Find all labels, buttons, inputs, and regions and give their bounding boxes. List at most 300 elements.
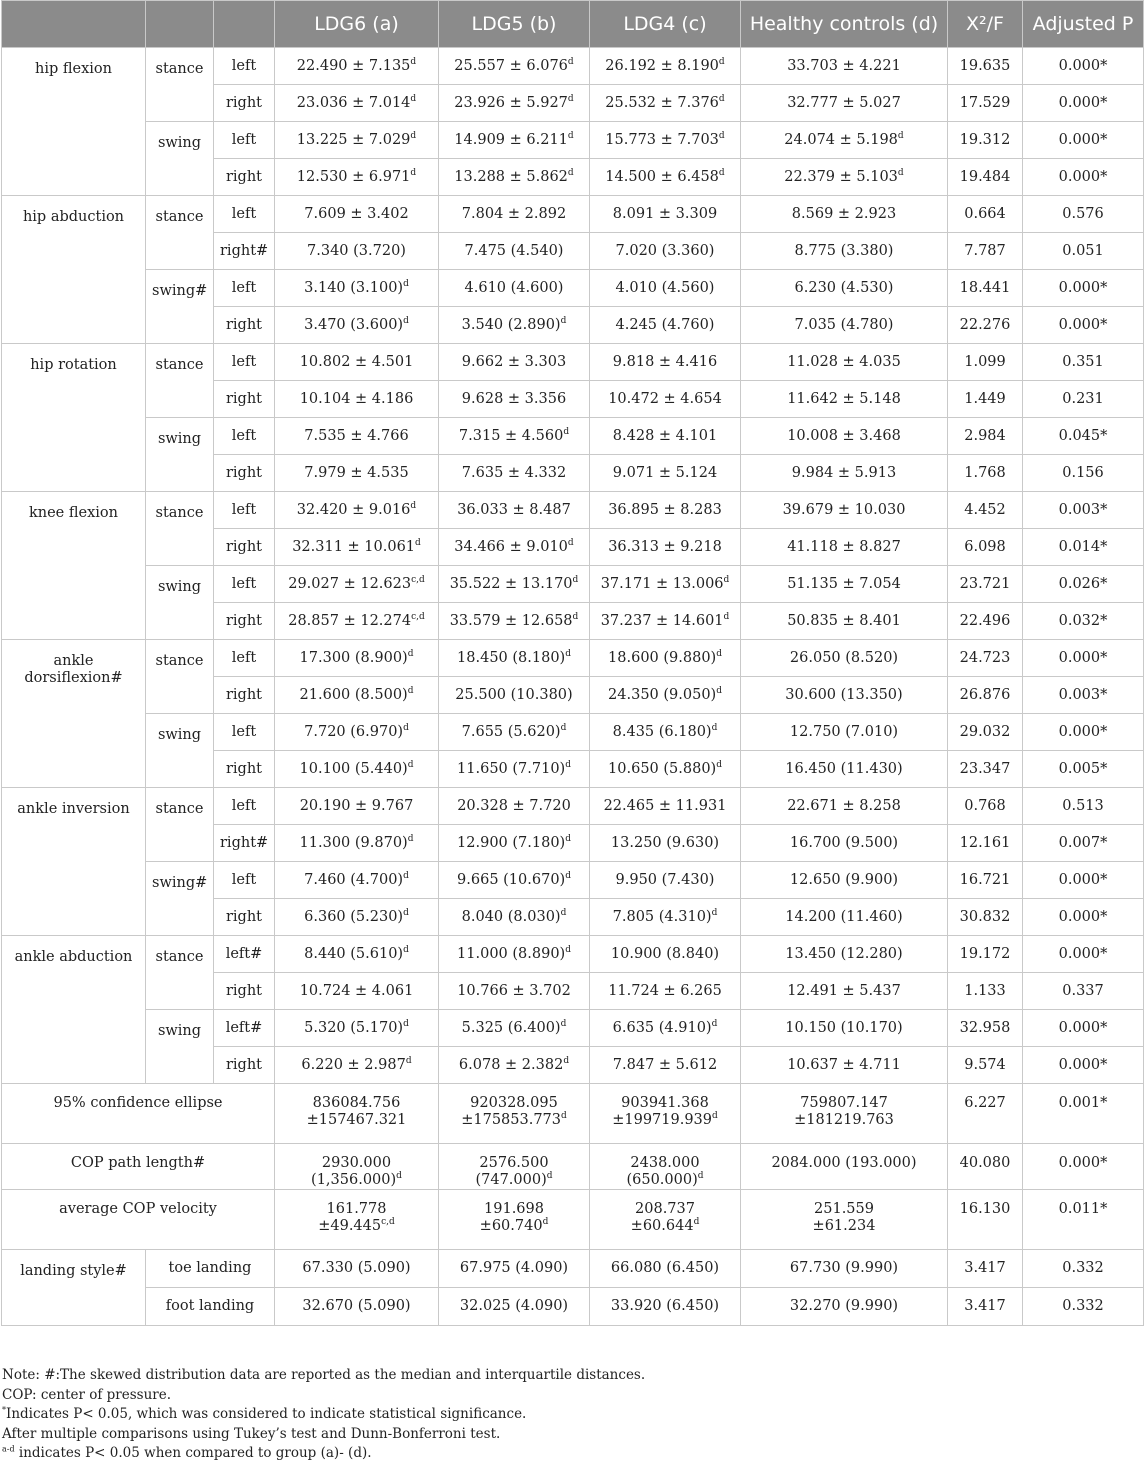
- summary-value-line2: ±61.234: [812, 1218, 876, 1234]
- value-cell-c-value: 15.773 ± 7.703: [605, 131, 719, 148]
- adjusted-p-cell: 0.003*: [1023, 677, 1144, 714]
- value-cell-b: [439, 307, 590, 344]
- value-cell-b-sup: d: [567, 130, 574, 141]
- summary-value-sup: d: [693, 1217, 700, 1228]
- statistic-cell: 26.876: [948, 677, 1023, 714]
- statistic-cell: 6.227: [948, 1084, 1023, 1144]
- value-cell-d-value: 24.074 ± 5.198: [784, 131, 898, 148]
- table-row: [2, 122, 1144, 159]
- value-cell-a-sup: d: [403, 870, 409, 881]
- value-cell-c-value: 26.192 ± 8.190: [605, 57, 719, 74]
- value-cell-d: [741, 1010, 948, 1047]
- adjusted-p-cell: 0.000*: [1023, 85, 1144, 122]
- value-cell-b-value: 23.926 ± 5.927: [454, 94, 568, 111]
- phase-label: stance: [146, 196, 214, 270]
- value-cell-b-sup: d: [572, 574, 579, 585]
- statistic-cell: 29.032: [948, 714, 1023, 751]
- phase-label: stance: [146, 788, 214, 862]
- value-cell-b-sup: d: [565, 870, 571, 881]
- note-groups-text: indicates P< 0.05 when compared to group (a)- (d).: [14, 1445, 372, 1461]
- adjusted-p-cell: 0.000*: [1023, 936, 1144, 973]
- value-cell-b-sup: d: [567, 167, 574, 178]
- summary-value-d: [741, 1144, 948, 1190]
- value-cell-b-value: 5.325 (6.400): [461, 1019, 561, 1036]
- value-cell-b-value: 20.328 ± 7.720: [457, 797, 571, 814]
- phase-label: stance: [146, 48, 214, 122]
- side-label: left: [214, 788, 275, 825]
- value-cell-c: [590, 788, 741, 825]
- summary-value-line1: 251.559: [814, 1201, 874, 1217]
- value-cell-a: [275, 529, 439, 566]
- summary-value-a: [275, 1144, 439, 1190]
- value-cell-d-value: 11.028 ± 4.035: [787, 353, 901, 370]
- value-cell-d: [741, 270, 948, 307]
- summary-value-a: [275, 1084, 439, 1144]
- note-groups: [2, 1444, 1142, 1464]
- value-cell-a-value: 23.036 ± 7.014: [296, 94, 411, 111]
- value-cell-b-sup: d: [567, 93, 574, 104]
- value-cell-b: [439, 677, 590, 714]
- value-cell-a-value: 7.720 (6.970): [304, 723, 404, 740]
- side-label: left: [214, 714, 275, 751]
- note-significance: [2, 1405, 1142, 1425]
- value-cell-d-value: 11.642 ± 5.148: [787, 390, 901, 407]
- value-cell-a: [275, 714, 439, 751]
- value-cell-b: [439, 973, 590, 1010]
- side-label: left: [214, 122, 275, 159]
- statistic-cell: 3.417: [948, 1250, 1023, 1288]
- header-statistic: X²/F: [948, 1, 1023, 48]
- landing-value-a: 67.330 (5.090): [275, 1250, 439, 1288]
- value-cell-a: [275, 233, 439, 270]
- summary-row: [2, 1144, 1144, 1190]
- statistic-cell: 23.721: [948, 566, 1023, 603]
- adjusted-p-cell: 0.000*: [1023, 48, 1144, 85]
- value-cell-a-value: 12.530 ± 6.971: [296, 168, 411, 185]
- value-cell-d-value: 12.650 (9.900): [789, 871, 899, 888]
- summary-value-line2: ±60.740: [479, 1218, 543, 1234]
- side-label: right: [214, 85, 275, 122]
- landing-value-a: 32.670 (5.090): [275, 1288, 439, 1326]
- value-cell-c-sup: d: [711, 907, 718, 918]
- value-cell-a-value: 3.140 (3.100): [304, 279, 404, 296]
- side-label: left: [214, 862, 275, 899]
- adjusted-p-cell: 0.000*: [1023, 640, 1144, 677]
- note-groups-sup: a-d: [2, 1444, 15, 1454]
- results-table: [1, 0, 1144, 1326]
- landing-style-label: landing style#: [2, 1250, 146, 1326]
- value-cell-d: [741, 640, 948, 677]
- value-cell-b-value: 35.522 ± 13.170: [449, 575, 573, 592]
- value-cell-b-sup: d: [560, 907, 567, 918]
- statistic-cell: 22.276: [948, 307, 1023, 344]
- table-row: [2, 492, 1144, 529]
- value-cell-d-value: 39.679 ± 10.030: [782, 501, 906, 518]
- phase-label: swing#: [146, 862, 214, 936]
- value-cell-b-sup: d: [563, 426, 570, 437]
- value-cell-d: [741, 381, 948, 418]
- statistic-cell: 18.441: [948, 270, 1023, 307]
- adjusted-p-cell: 0.000*: [1023, 307, 1144, 344]
- statistic-cell: 16.130: [948, 1190, 1023, 1250]
- value-cell-c-value: 37.171 ± 13.006: [600, 575, 724, 592]
- value-cell-b-value: 33.579 ± 12.658: [449, 612, 573, 629]
- value-cell-d-value: 14.200 (11.460): [785, 908, 903, 925]
- adjusted-p-cell: 0.032*: [1023, 603, 1144, 640]
- adjusted-p-cell: 0.001*: [1023, 1084, 1144, 1144]
- value-cell-c-value: 14.500 ± 6.458: [605, 168, 719, 185]
- value-cell-d: [741, 418, 948, 455]
- value-cell-a: [275, 677, 439, 714]
- value-cell-a: [275, 1047, 439, 1084]
- value-cell-c: [590, 233, 741, 270]
- summary-value-b: [439, 1190, 590, 1250]
- value-cell-b: [439, 788, 590, 825]
- summary-value-sup: d: [396, 1171, 402, 1182]
- value-cell-a: [275, 862, 439, 899]
- adjusted-p-cell: 0.337: [1023, 973, 1144, 1010]
- summary-label: average COP velocity: [2, 1190, 275, 1250]
- value-cell-b: [439, 492, 590, 529]
- value-cell-b: [439, 566, 590, 603]
- value-cell-c-sup: d: [716, 648, 722, 659]
- statistic-cell: 22.496: [948, 603, 1023, 640]
- value-cell-a-value: 7.340 (3.720): [307, 242, 406, 259]
- note-skewed: Note: #:The skewed distribution data are reported as the median and interquartile distances.: [2, 1367, 646, 1383]
- value-cell-b: [439, 936, 590, 973]
- table-row: [2, 270, 1144, 307]
- value-cell-a-value: 32.420 ± 9.016: [296, 501, 411, 518]
- value-cell-c-value: 7.847 ± 5.612: [612, 1056, 718, 1073]
- value-cell-d: [741, 48, 948, 85]
- adjusted-p-cell: 0.005*: [1023, 751, 1144, 788]
- note-comparisons: After multiple comparisons using Tukey’s test and Dunn-Bonferroni test.: [2, 1425, 501, 1442]
- value-cell-c: [590, 862, 741, 899]
- value-cell-c: [590, 751, 741, 788]
- value-cell-b: [439, 270, 590, 307]
- statistic-cell: 30.832: [948, 899, 1023, 936]
- value-cell-b-value: 7.635 ± 4.332: [461, 464, 567, 481]
- value-cell-c-value: 25.532 ± 7.376: [605, 94, 719, 111]
- value-cell-c-value: 10.472 ± 4.654: [608, 390, 722, 407]
- value-cell-a: [275, 122, 439, 159]
- value-cell-b-value: 9.628 ± 3.356: [461, 390, 567, 407]
- value-cell-c-value: 8.435 (6.180): [612, 723, 712, 740]
- value-cell-c-value: 13.250 (9.630): [610, 834, 720, 851]
- summary-value-a: [275, 1190, 439, 1250]
- statistic-cell: 1.133: [948, 973, 1023, 1010]
- adjusted-p-cell: 0.051: [1023, 233, 1144, 270]
- adjusted-p-cell: 0.000*: [1023, 1010, 1144, 1047]
- adjusted-p-cell: 0.011*: [1023, 1190, 1144, 1250]
- phase-label: swing: [146, 1010, 214, 1084]
- header-ldg5: LDG5 (b): [439, 1, 590, 48]
- value-cell-b-value: 7.804 ± 2.892: [461, 205, 567, 222]
- value-cell-c-value: 6.635 (4.910): [612, 1019, 712, 1036]
- summary-row: [2, 1190, 1144, 1250]
- value-cell-a-sup: d: [403, 1018, 409, 1029]
- value-cell-d-value: 33.703 ± 4.221: [787, 57, 901, 74]
- value-cell-d-value: 13.450 (12.280): [785, 945, 903, 962]
- phase-label: stance: [146, 492, 214, 566]
- header-adjusted-p: Adjusted P: [1023, 1, 1144, 48]
- value-cell-d-value: 10.008 ± 3.468: [787, 427, 901, 444]
- summary-value-sup: c,d: [381, 1217, 395, 1228]
- note-asterisk: *: [2, 1405, 6, 1415]
- value-cell-c: [590, 899, 741, 936]
- side-label: left: [214, 196, 275, 233]
- value-cell-b: [439, 122, 590, 159]
- summary-value-sup: d: [712, 1111, 718, 1122]
- landing-value-c: 66.080 (6.450): [590, 1250, 741, 1288]
- table-row: [2, 714, 1144, 751]
- header-ldg4: LDG4 (c): [590, 1, 741, 48]
- value-cell-a-value: 11.300 (9.870): [299, 834, 408, 851]
- value-cell-b: [439, 418, 590, 455]
- value-cell-a-value: 13.225 ± 7.029: [296, 131, 411, 148]
- value-cell-b: [439, 85, 590, 122]
- value-cell-a: [275, 603, 439, 640]
- value-cell-a-value: 20.190 ± 9.767: [299, 797, 414, 814]
- value-cell-c: [590, 344, 741, 381]
- header-cell: [2, 1, 146, 48]
- value-cell-c-value: 7.805 (4.310): [612, 908, 712, 925]
- value-cell-d: [741, 122, 948, 159]
- adjusted-p-cell: 0.000*: [1023, 122, 1144, 159]
- value-cell-d: [741, 492, 948, 529]
- table-notes: [2, 1366, 1142, 1464]
- statistic-cell: 32.958: [948, 1010, 1023, 1047]
- value-cell-c: [590, 381, 741, 418]
- value-cell-b-sup: d: [560, 722, 567, 733]
- adjusted-p-cell: 0.351: [1023, 344, 1144, 381]
- value-cell-d-value: 32.777 ± 5.027: [787, 94, 901, 111]
- value-cell-b-value: 8.040 (8.030): [461, 908, 561, 925]
- value-cell-d: [741, 159, 948, 196]
- value-cell-c: [590, 492, 741, 529]
- summary-label: 95% confidence ellipse: [2, 1084, 275, 1144]
- summary-value-line1: 191.698: [484, 1201, 544, 1217]
- adjusted-p-cell: 0.003*: [1023, 492, 1144, 529]
- summary-value-line2: ±175853.773: [461, 1112, 562, 1128]
- value-cell-a-value: 32.311 ± 10.061: [292, 538, 416, 555]
- value-cell-d: [741, 1047, 948, 1084]
- value-cell-c: [590, 270, 741, 307]
- value-cell-a: [275, 640, 439, 677]
- summary-value-line1: 208.737: [635, 1201, 695, 1217]
- table-row: [2, 1010, 1144, 1047]
- value-cell-b: [439, 1047, 590, 1084]
- value-cell-c-value: 10.900 (8.840): [610, 945, 720, 962]
- landing-value-d: 67.730 (9.990): [741, 1250, 948, 1288]
- side-label: right: [214, 751, 275, 788]
- value-cell-a-value: 21.600 (8.500): [299, 686, 408, 703]
- value-cell-d: [741, 788, 948, 825]
- adjusted-p-cell: 0.332: [1023, 1250, 1144, 1288]
- value-cell-d: [741, 973, 948, 1010]
- value-cell-d: [741, 529, 948, 566]
- value-cell-c: [590, 714, 741, 751]
- summary-value-b: [439, 1144, 590, 1190]
- side-label: left: [214, 418, 275, 455]
- statistic-cell: 23.347: [948, 751, 1023, 788]
- value-cell-d-value: 51.135 ± 7.054: [787, 575, 901, 592]
- value-cell-d: [741, 603, 948, 640]
- value-cell-a-sup: d: [410, 167, 417, 178]
- value-cell-d-value: 10.637 ± 4.711: [787, 1056, 901, 1073]
- adjusted-p-cell: 0.000*: [1023, 159, 1144, 196]
- value-cell-b: [439, 48, 590, 85]
- value-cell-c-value: 8.091 ± 3.309: [612, 205, 718, 222]
- value-cell-d: [741, 196, 948, 233]
- statistic-cell: 4.452: [948, 492, 1023, 529]
- adjusted-p-cell: 0.000*: [1023, 899, 1144, 936]
- phase-label: stance: [146, 640, 214, 714]
- value-cell-c-value: 24.350 (9.050): [608, 686, 717, 703]
- value-cell-a-value: 10.724 ± 4.061: [299, 982, 414, 999]
- metric-label: hip rotation: [2, 344, 146, 492]
- value-cell-b-value: 13.288 ± 5.862: [454, 168, 568, 185]
- value-cell-a-sup: d: [410, 93, 417, 104]
- value-cell-c-sup: d: [723, 611, 730, 622]
- value-cell-a-sup: d: [405, 1055, 412, 1066]
- side-label: left#: [214, 936, 275, 973]
- value-cell-b: [439, 381, 590, 418]
- value-cell-c-value: 9.950 (7.430): [615, 871, 715, 888]
- value-cell-d: [741, 936, 948, 973]
- value-cell-d: [741, 233, 948, 270]
- adjusted-p-cell: 0.026*: [1023, 566, 1144, 603]
- value-cell-a: [275, 196, 439, 233]
- value-cell-d: [741, 85, 948, 122]
- landing-row: [2, 1250, 1144, 1288]
- value-cell-c: [590, 1047, 741, 1084]
- value-cell-d-sup: d: [897, 130, 904, 141]
- value-cell-d-value: 8.569 ± 2.923: [791, 205, 897, 222]
- phase-label: swing: [146, 418, 214, 492]
- value-cell-a-value: 7.609 ± 3.402: [304, 205, 409, 222]
- value-cell-a: [275, 381, 439, 418]
- value-cell-b: [439, 455, 590, 492]
- landing-value-c: 33.920 (6.450): [590, 1288, 741, 1326]
- statistic-cell: 2.984: [948, 418, 1023, 455]
- value-cell-a-value: 10.802 ± 4.501: [299, 353, 414, 370]
- value-cell-b-value: 9.665 (10.670): [457, 871, 566, 888]
- summary-value-line2: ±181219.763: [794, 1112, 894, 1128]
- value-cell-a-sup: d: [410, 500, 417, 511]
- metric-label: knee flexion: [2, 492, 146, 640]
- value-cell-a: [275, 418, 439, 455]
- value-cell-c-sup: d: [723, 574, 730, 585]
- metric-label: hip flexion: [2, 48, 146, 196]
- summary-value-line1: 920328.095: [470, 1095, 558, 1111]
- value-cell-b: [439, 714, 590, 751]
- value-cell-a-value: 29.027 ± 12.623: [288, 575, 412, 592]
- value-cell-d: [741, 566, 948, 603]
- value-cell-a: [275, 899, 439, 936]
- value-cell-c: [590, 122, 741, 159]
- value-cell-b-sup: d: [560, 315, 567, 326]
- value-cell-a-value: 6.360 (5.230): [304, 908, 404, 925]
- adjusted-p-cell: 0.014*: [1023, 529, 1144, 566]
- value-cell-a: [275, 159, 439, 196]
- table-row: [2, 936, 1144, 973]
- summary-value-line1: 759807.147: [800, 1095, 888, 1111]
- value-cell-d-value: 8.775 (3.380): [794, 242, 894, 259]
- adjusted-p-cell: 0.231: [1023, 381, 1144, 418]
- value-cell-d-value: 12.750 (7.010): [789, 723, 899, 740]
- summary-label: COP path length#: [2, 1144, 275, 1190]
- value-cell-b-value: 36.033 ± 8.487: [457, 501, 571, 518]
- value-cell-b-value: 4.610 (4.600): [464, 279, 564, 296]
- value-cell-a: [275, 973, 439, 1010]
- value-cell-b-sup: d: [560, 1018, 567, 1029]
- statistic-cell: 1.099: [948, 344, 1023, 381]
- summary-value-c: [590, 1084, 741, 1144]
- value-cell-a: [275, 48, 439, 85]
- value-cell-c: [590, 1010, 741, 1047]
- value-cell-a-value: 17.300 (8.900): [299, 649, 408, 666]
- value-cell-b: [439, 233, 590, 270]
- value-cell-a-value: 22.490 ± 7.135: [296, 57, 411, 74]
- value-cell-a: [275, 825, 439, 862]
- value-cell-c: [590, 529, 741, 566]
- value-cell-a-value: 28.857 ± 12.274: [288, 612, 412, 629]
- value-cell-a-sup: d: [403, 315, 409, 326]
- value-cell-d: [741, 825, 948, 862]
- summary-value-line2: ±157467.321: [306, 1112, 407, 1128]
- table-body: [2, 48, 1144, 1326]
- landing-value-d: 32.270 (9.990): [741, 1288, 948, 1326]
- value-cell-b-value: 25.557 ± 6.076: [454, 57, 568, 74]
- value-cell-c: [590, 936, 741, 973]
- adjusted-p-cell: 0.045*: [1023, 418, 1144, 455]
- table-row: [2, 196, 1144, 233]
- value-cell-c-value: 36.313 ± 9.218: [608, 538, 722, 555]
- statistic-cell: 19.312: [948, 122, 1023, 159]
- value-cell-d-value: 9.984 ± 5.913: [791, 464, 897, 481]
- value-cell-b-value: 14.909 ± 6.211: [454, 131, 568, 148]
- value-cell-c-sup: d: [716, 759, 722, 770]
- summary-value-line1: 836084.756: [312, 1095, 401, 1111]
- value-cell-a-value: 7.979 ± 4.535: [304, 464, 409, 481]
- statistic-cell: 1.768: [948, 455, 1023, 492]
- adjusted-p-cell: 0.007*: [1023, 825, 1144, 862]
- statistic-cell: 6.098: [948, 529, 1023, 566]
- value-cell-a: [275, 344, 439, 381]
- side-label: left: [214, 566, 275, 603]
- value-cell-d-value: 22.671 ± 8.258: [787, 797, 901, 814]
- summary-value-line1: 903941.368: [621, 1095, 709, 1111]
- value-cell-a: [275, 455, 439, 492]
- value-cell-a: [275, 751, 439, 788]
- value-cell-b-value: 18.450 (8.180): [457, 649, 566, 666]
- value-cell-c-sup: d: [716, 685, 722, 696]
- value-cell-b: [439, 196, 590, 233]
- value-cell-d-value: 30.600 (13.350): [785, 686, 903, 703]
- value-cell-a-sup: d: [403, 722, 409, 733]
- side-label: right: [214, 677, 275, 714]
- note-significance-text: Indicates P< 0.05, which was considered to indicate statistical significance.: [6, 1406, 527, 1422]
- value-cell-c-sup: d: [718, 167, 725, 178]
- value-cell-d: [741, 455, 948, 492]
- adjusted-p-cell: 0.000*: [1023, 714, 1144, 751]
- phase-label: stance: [146, 344, 214, 418]
- phase-label: swing: [146, 122, 214, 196]
- value-cell-c: [590, 85, 741, 122]
- value-cell-a-sup: d: [410, 130, 417, 141]
- value-cell-c: [590, 825, 741, 862]
